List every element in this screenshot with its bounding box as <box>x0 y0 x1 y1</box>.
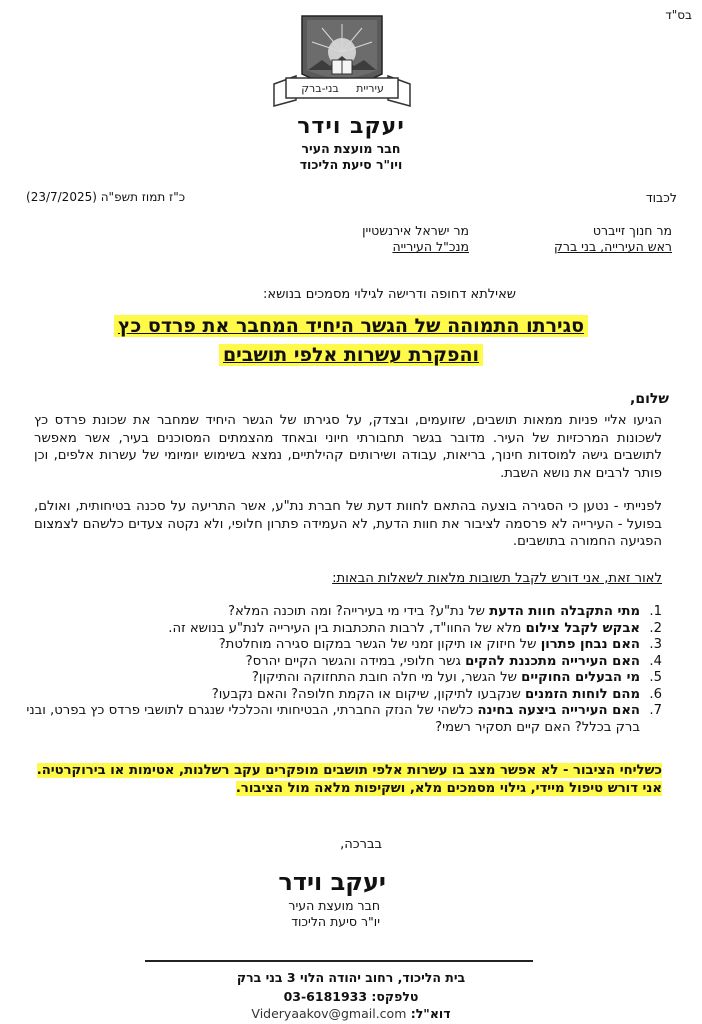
closing-blessing: בברכה, <box>340 837 382 852</box>
footer-email <box>0 1006 702 1021</box>
letterhead-faction: ויו"ר סיעת הליכוד <box>299 157 403 172</box>
recipient-director-name: מר ישראל אירנשטיין <box>362 223 469 238</box>
signature-role: חבר מועצת העיר <box>288 898 380 913</box>
recipient-mayor <box>554 223 672 255</box>
questions-list <box>22 604 662 736</box>
footer-email-label: דוא"ל: <box>410 1006 451 1021</box>
greeting: שלום, <box>630 391 669 407</box>
footer-divider <box>145 960 533 962</box>
city-emblem-logo <box>272 14 412 110</box>
recipient-mayor-title: ראש העירייה, בני ברק <box>554 239 672 254</box>
footer-phone-number: 03-6181933 <box>283 989 368 1004</box>
subject-heading <box>0 312 702 370</box>
footer-phone-label: טלפקס: <box>371 989 419 1004</box>
highlighted-demand-text: כשליחי הציבור - לא אפשר מצב בו עשרות אלפי תושבים מופקרים עקב רשלנות, אטימות או בירוקרטיה. אני דורש טיפול מיידי, גילוי מסמכים מלא, ושקיפות מלאה מול הציבור. <box>36 763 662 796</box>
question-item: 1. מתי התקבלה חוות הדעת של נת"ע? בידי מי בעירייה? ומה תוכנה המלא? <box>227 604 662 619</box>
letter-date: כ"ז תמוז תשפ"ה (23/7/2025) <box>26 190 186 204</box>
question-item: 7. האם העירייה ביצעה בחינה כלשהי של הנזק החברתי, הבטיחותי והכלכלי שנגרם לתושבי פרדס כץ בפרט, ובני ברק בכלל? האם קיים תסקיר רשמי? <box>26 703 662 735</box>
footer-address: בית הליכוד, רחוב יהודה הלוי 3 בני ברק <box>236 970 466 985</box>
body-paragraph-2: לפנייתי - נטען כי הסגירה בוצעה בהתאם לחוות דעת של חברת נת"ע, אשר התריעה על סכנה בטיחותית, ואולם, בפועל - העירייה לא פרסמה לציבור את חוות הדעת, לא העמידה פתרון חלופי, ולא נקטה צעדים כלשהם לצמצום הפגיעה החמורה בתושבים. <box>34 499 662 549</box>
letterhead-role: חבר מועצת העיר <box>301 141 401 156</box>
to-label: לכבוד <box>645 190 677 205</box>
footer-phone <box>0 989 702 1004</box>
highlighted-demand <box>34 762 662 797</box>
body-paragraph-1: הגיעו אליי פניות ממאות תושבים, שזועמים, ובצדק, על סגירתו של הגשר היחיד שמחבר את שכונת פרדס כץ לשכונות המרכזיות של העיר. מדובר בגשר תחבורתי חיוני ובאחד מהצמתים המסוכנים בעיר, אשר מאפשר לתושבים גישה למוסדות חינוך, בריאות, עבודה ושירותים קהילתיים, נמצא בשימוש יומיומי של עשרות אלפים, וכן פותר לרבים את נושא השבת. <box>34 413 662 481</box>
question-item: 6. מהם לוחות הזמנים שנקבעו לתיקון, שיקום או הקמת חלופה? והאם נקבעו? <box>211 686 662 702</box>
subject-intro: שאילתא דחופה ודרישה לגילוי מסמכים בנושא: <box>263 287 516 302</box>
subject-line-1: סגירתו התמוהה של הגשר היחיד המחבר את פרדס כץ <box>114 315 588 337</box>
recipient-mayor-name: מר חנוך זייברט <box>592 223 672 238</box>
recipient-director-title: מנכ"ל העירייה <box>392 239 469 254</box>
questions-lead: לאור זאת, אני דורש לקבל תשובות מלאות לשאלות הבאות: <box>332 571 662 586</box>
question-item: 3. האם נבחן פתרון של חיזוק או תיקון זמני של הגשר במקום סגירה מוחלטת? <box>218 637 662 652</box>
footer-email-address[interactable]: Videryaakov@gmail.com <box>251 1006 407 1021</box>
recipient-director <box>362 223 469 255</box>
subject-line-2: והפקרת עשרות אלפי תושבים <box>219 344 483 366</box>
bsd-mark: בס"ד <box>665 8 692 22</box>
question-item: 2. אבקש לקבל צילום מלא של החוו"ד, לרבות התכתבות בין העירייה לנת"ע בנושא זה. <box>168 620 662 636</box>
signature-name: יעקב וידר <box>278 868 386 896</box>
letterhead-name: יעקב וידר <box>297 114 405 139</box>
signature-faction: יו"ר סיעת הליכוד <box>291 914 380 929</box>
emblem-banner-right: בני-ברק <box>301 82 339 95</box>
question-item: 4. האם העירייה מתכננת להקים גשר חלופי, במידה והגשר הקיים יהרס? <box>245 653 662 669</box>
emblem-banner-left: עיריית <box>356 82 384 95</box>
question-item: 5. מי הבעלים החוקיים של הגשר, ועל מי חלה חובת התחזוקה והתיקון? <box>251 670 662 685</box>
